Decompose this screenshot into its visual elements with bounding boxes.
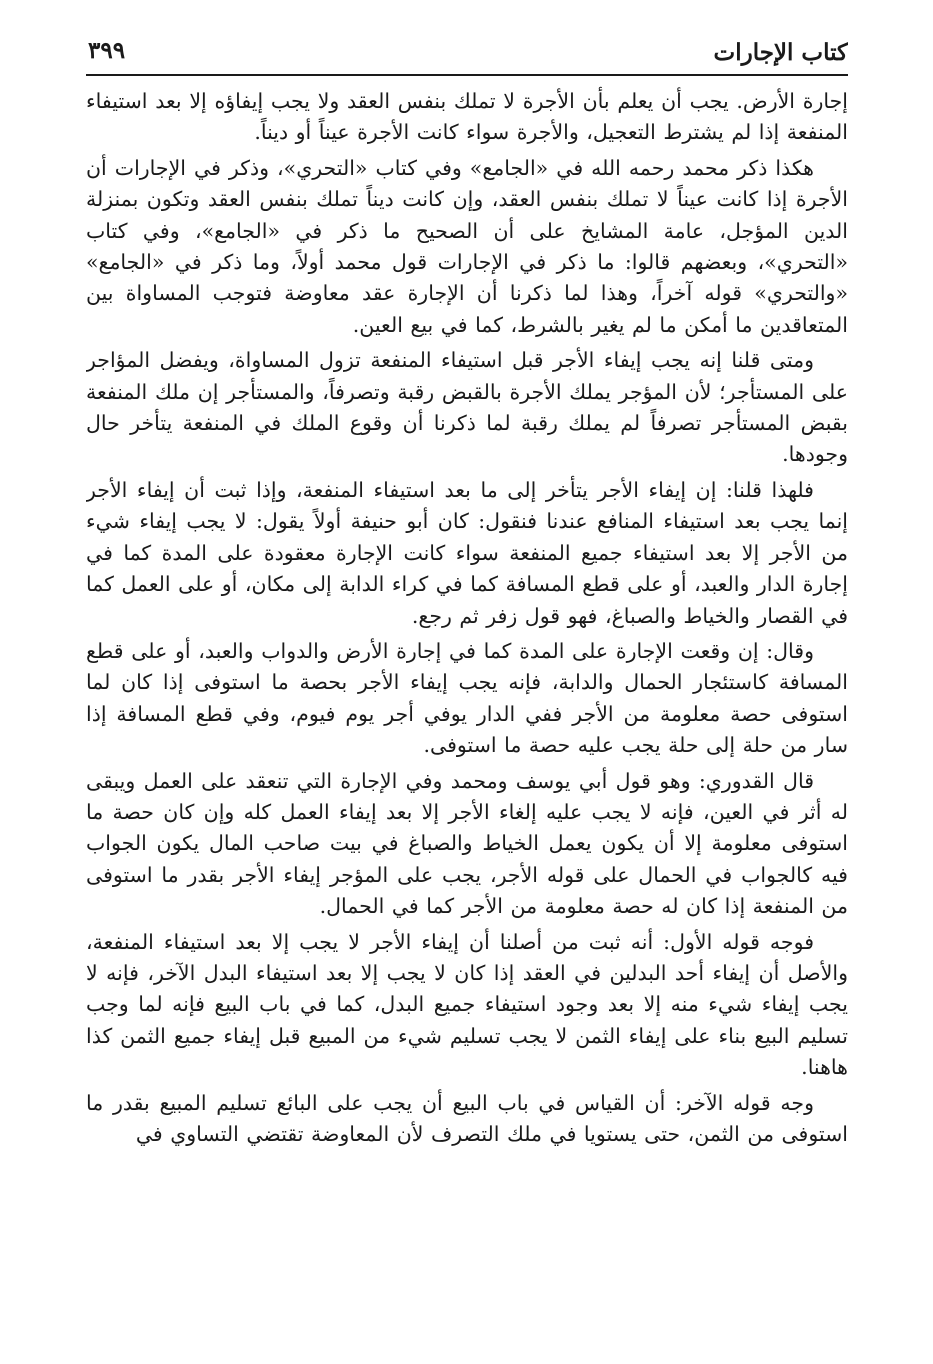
paragraph: إجارة الأرض. يجب أن يعلم بأن الأجرة لا تملك بنفس العقد ولا يجب إيفاؤه إلا بعد استيفاء المنفعة إذا لم يشترط التعجيل، والأجرة سواء كانت الأجرة عيناً أو ديناً. xyxy=(86,89,848,145)
paragraph: ومتى قلنا إنه يجب إيفاء الأجر قبل استيفاء المنفعة تزول المساواة، ويفضل المؤاجر على المستأجر؛ لأن المؤجر يملك الأجرة بالقبض رقبة وتصرفاً، والمستأجر إن ملك المنفعة بقبض المستأجر تصرفاً لم يملك رقبة لما ذكرنا أن وقوع الملك في المنفعة يتأخر حال وجودها. xyxy=(86,348,848,467)
paragraph: وقال: إن وقعت الإجارة على المدة كما في إجارة الأرض والدواب والعبد، أو على قطع المسافة كاستئجار الحمال والدابة، فإنه يجب إيفاء الأجر بحصة ما استوفى إذا كان لما استوفى حصة معلومة من الأجر ففي الدار يوفي أجر يوم فيوم، وفي قطع المسافة إذا سار من حلة إلى حلة يجب عليه حصة ما استوفى. xyxy=(86,638,848,758)
body-text xyxy=(86,86,848,1150)
paragraph: فوجه قوله الأول: أنه ثبت من أصلنا أن إيفاء الأجر لا يجب إلا بعد استيفاء المنفعة، والأصل أن إيفاء أحد البدلين في العقد إذا كان لا يجب إلا بعد استيفاء البدل الآخر، فإنه لا يجب إيفاء شيء منه إلا بعد وجود استيفاء جميع البدل، كما في باب البيع فإنه لما وجب تسليم البيع بناء على إيفاء الثمن لا يجب تسليم شيء من المبيع قبل إيفاء جميع الثمن كذا هاهنا. xyxy=(86,929,848,1080)
paragraph: هكذا ذكر محمد رحمه الله في «الجامع» وفي كتاب «التحري»، وذكر في الإجارات أن الأجرة إذا كانت عيناً لا تملك بنفس العقد، وإن كانت ديناً تملك بنفس العقد وتكون بمنزلة الدين المؤجل، عامة المشايخ على أن الصحيح ما ذكر في «الجامع»، وفي كتاب «التحري»، وبعضهم قالوا: ما ذكر في الإجارات قول محمد أولاً، وما ذكر في «الجامع» «والتحري» قوله آخراً، وهذا لما ذكرنا أن الإجارة عقد معاوضة فتوجب المساواة بين المتعاقدين ما أمكن ما لم يغير بالشرط، كما في بيع العين. xyxy=(86,155,848,337)
running-header xyxy=(86,28,848,76)
book-page xyxy=(86,28,848,1348)
chapter-title: كتاب الإجارات xyxy=(713,39,848,66)
paragraph: وجه قوله الآخر: أن القياس في باب البيع أن يجب على البائع تسليم المبيع بقدر ما استوفى من الثمن، حتى يستويا في ملك التصرف لأن المعاوضة تقتضي التساوي في xyxy=(86,1090,848,1146)
paragraph: فلهذا قلنا: إن إيفاء الأجر يتأخر إلى ما بعد استيفاء المنفعة، وإذا ثبت أن إيفاء الأجر إنما يجب بعد استيفاء المنافع عندنا فنقول: كان أبو حنيفة أولاً يقول: لا يجب إيفاء شيء من الأجر إلا بعد استيفاء جميع المنفعة سواء كانت الإجارة معقودة على المدة كما في إجارة الدار والعبد، أو على قطع المسافة كما في كراء الدابة إلى مكان، أو على العمل كما في القصار والخياط والصباغ، فهو قول زفر ثم رجع. xyxy=(86,477,848,628)
page-number: ٣٩٩ xyxy=(88,37,126,64)
paragraph: قال القدوري: وهو قول أبي يوسف ومحمد وفي الإجارة التي تنعقد على العمل ويبقى له أثر في العين، فإنه لا يجب عليه إلغاء الأجر إلا بعد إيفاء العمل كله وإن كان حصة ما استوفى معلومة إلا أن يكون يعمل الخياط والصباغ في بيت صاحب المال يكون الجواب فيه كالجواب في الحمال على قوله الأجر، يجب على المؤجر إيفاء الأجر بقدر ما استوفى من المنفعة إذا كان له حصة معلومة من الأجر كما في الحمال. xyxy=(86,768,848,919)
